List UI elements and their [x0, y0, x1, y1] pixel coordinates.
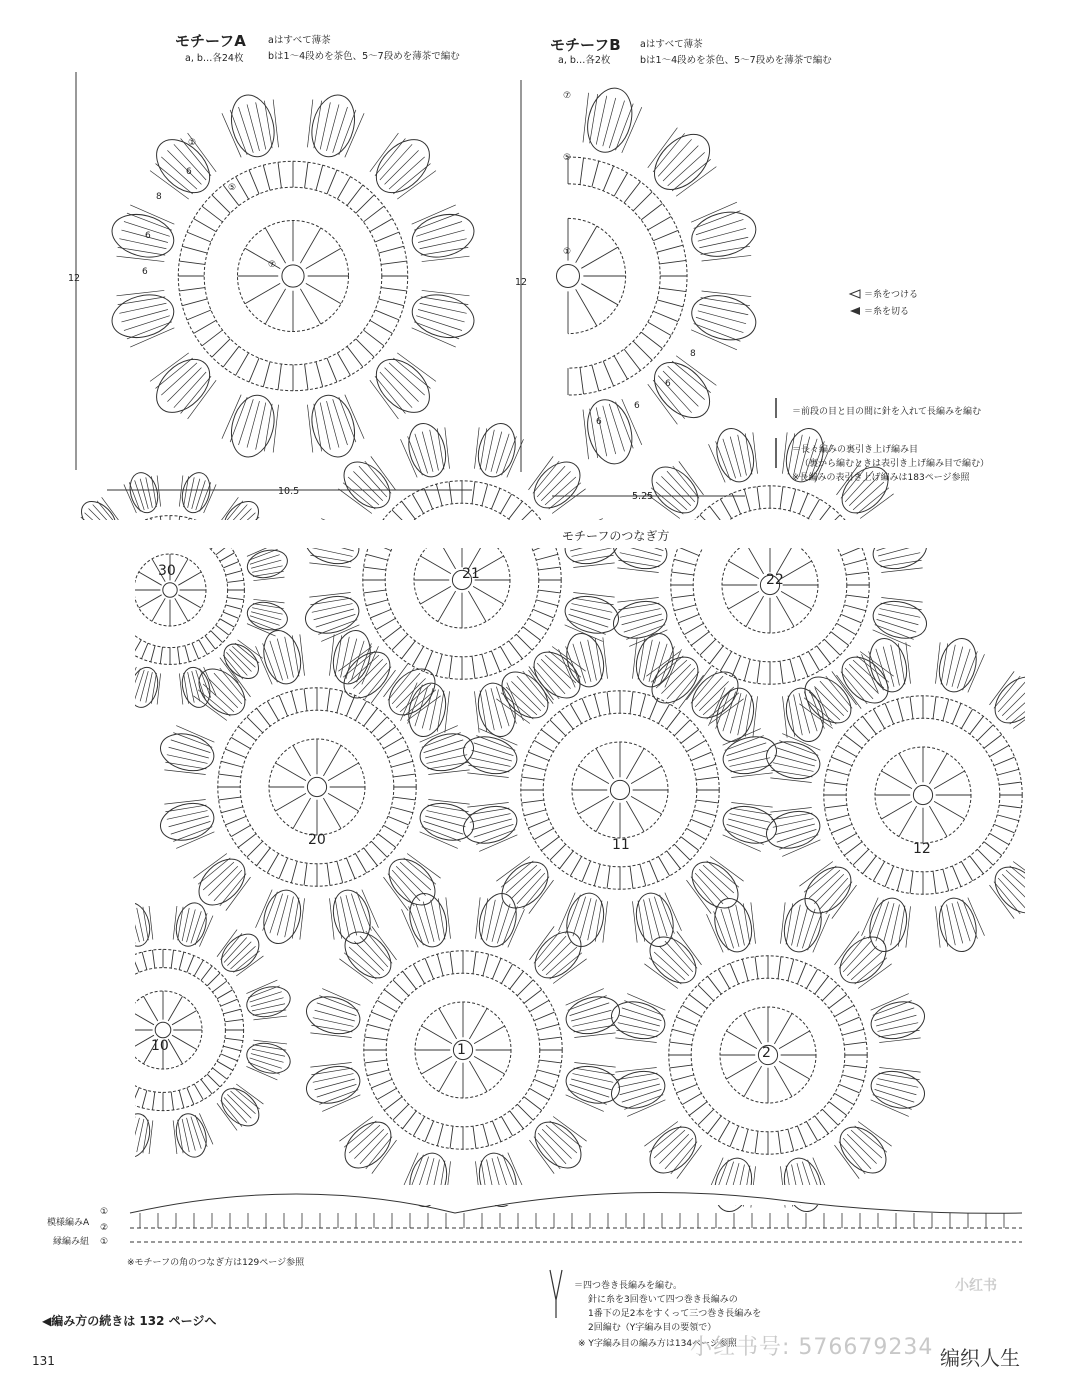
motif-number-1: 1	[457, 1042, 466, 1058]
motif-a-count: a, b…各24枚	[185, 53, 244, 64]
joining-title: モチーフのつなぎ方	[562, 529, 670, 543]
motif-number-22: 22	[766, 572, 784, 588]
mask-right	[1025, 520, 1080, 1220]
motif-a-round-1: ⑦	[268, 260, 277, 270]
motif-a-color-b: bは1～4段めを茶色、5～7段めを薄茶で編む	[268, 51, 460, 62]
motif-number-30: 30	[158, 563, 176, 579]
motif-b-round-1: ①	[563, 247, 572, 257]
border-row-1: ①	[100, 1207, 109, 1217]
motif-a-diagram	[107, 90, 479, 462]
motif-a-height: 12	[68, 273, 81, 284]
legend-cut: ＝糸を切る	[864, 307, 910, 317]
motif-b-round-8: 8	[690, 349, 696, 359]
motif-number-20: 20	[308, 832, 326, 848]
mask-bottom	[0, 1185, 1080, 1205]
motif-number-11: 11	[612, 837, 630, 853]
quad-note-1: ＝四つ巻き長編みを編む。	[574, 1281, 683, 1291]
motif-a-round-7: ①	[188, 138, 197, 148]
mask-left	[0, 520, 135, 1220]
motif-b-height: 12	[515, 277, 528, 288]
motif-b-title: モチーフB	[550, 36, 621, 54]
quad-note-4: 2回編む（Y字編み目の要領で）	[588, 1323, 717, 1333]
watermark-logo: 小红书	[955, 1278, 997, 1294]
motif-b-diagram	[556, 83, 760, 469]
legend-attach: ＝糸をつける	[864, 290, 919, 300]
motif-number-2: 2	[762, 1045, 771, 1061]
motif-b-round-5: ⑤	[563, 153, 572, 163]
motif-b-width: 5.25	[632, 491, 654, 502]
quad-note-2: 針に糸を3回巻いて四つ巻き長編みの	[588, 1295, 738, 1305]
legend-fpdc-3: ※長編みの表引き上げ編みは183ページ参照	[792, 473, 970, 483]
motif-a-title: モチーフA	[175, 32, 246, 50]
attach-thread-icon	[850, 290, 860, 298]
motif-number-21: 21	[462, 566, 480, 582]
motif-a-round-6b: 6	[145, 231, 151, 241]
motif-number-10: 10	[151, 1038, 169, 1054]
continue-note: ◀編み方の続きは 132 ページへ	[42, 1314, 217, 1328]
motif-b-color-b: bは1～4段めを茶色、5～7段めを薄茶で編む	[640, 55, 832, 66]
quad-note-3: 1番下の足2本をすくって三つ巻き長編みを	[588, 1309, 762, 1319]
watermark-id: 小红书号: 576679234	[690, 1335, 934, 1360]
watermark-brand: 编织人生	[940, 1346, 1020, 1370]
legend-fpdc-1: ＝長々編みの裏引き上げ編み目	[792, 445, 919, 455]
quad-note-5: ※ Y字編み目の編み方は134ページ参照	[578, 1339, 737, 1349]
page-number: 131	[32, 1354, 55, 1368]
corner-join-note: ※モチーフの角のつなぎ方は129ページ参照	[127, 1258, 305, 1268]
motif-a-round-6c: 6	[142, 267, 148, 277]
motif-number-12: 12	[913, 841, 931, 857]
motif-b-count: a, b…各2枚	[558, 55, 611, 66]
border-row-2: ②	[100, 1223, 109, 1233]
y-stitch-icon	[550, 1270, 562, 1318]
cut-thread-icon	[850, 307, 860, 315]
motif-a-round-8: 8	[156, 192, 162, 202]
motif-a-color-a: aはすべて薄茶	[268, 35, 331, 46]
motif-11-diagram	[459, 629, 780, 950]
motif-b-round-6b: 6	[634, 401, 640, 411]
motif-b-round-6c: 6	[596, 417, 602, 427]
legend-fpdc-2: （裏から編むときは表引き上げ編み目で編む）	[800, 459, 990, 469]
border-edge-label: 縁編み紐	[53, 1237, 90, 1247]
border-pattern-a-label: 模様編みA	[47, 1218, 90, 1228]
legend-dc-between: ＝前段の目と目の間に針を入れて長編みを編む	[792, 407, 982, 417]
motif-a-round-6a: 6	[186, 167, 192, 177]
motif-a-width: 10.5	[278, 486, 300, 497]
motif-b-round-6a: 6	[665, 379, 671, 389]
motif-b-round-7: ⑦	[563, 91, 572, 101]
motif-a-round-5: ⑤	[228, 183, 237, 193]
border-row-1b: ①	[100, 1237, 109, 1247]
motif-b-color-a: aはすべて薄茶	[640, 39, 703, 50]
